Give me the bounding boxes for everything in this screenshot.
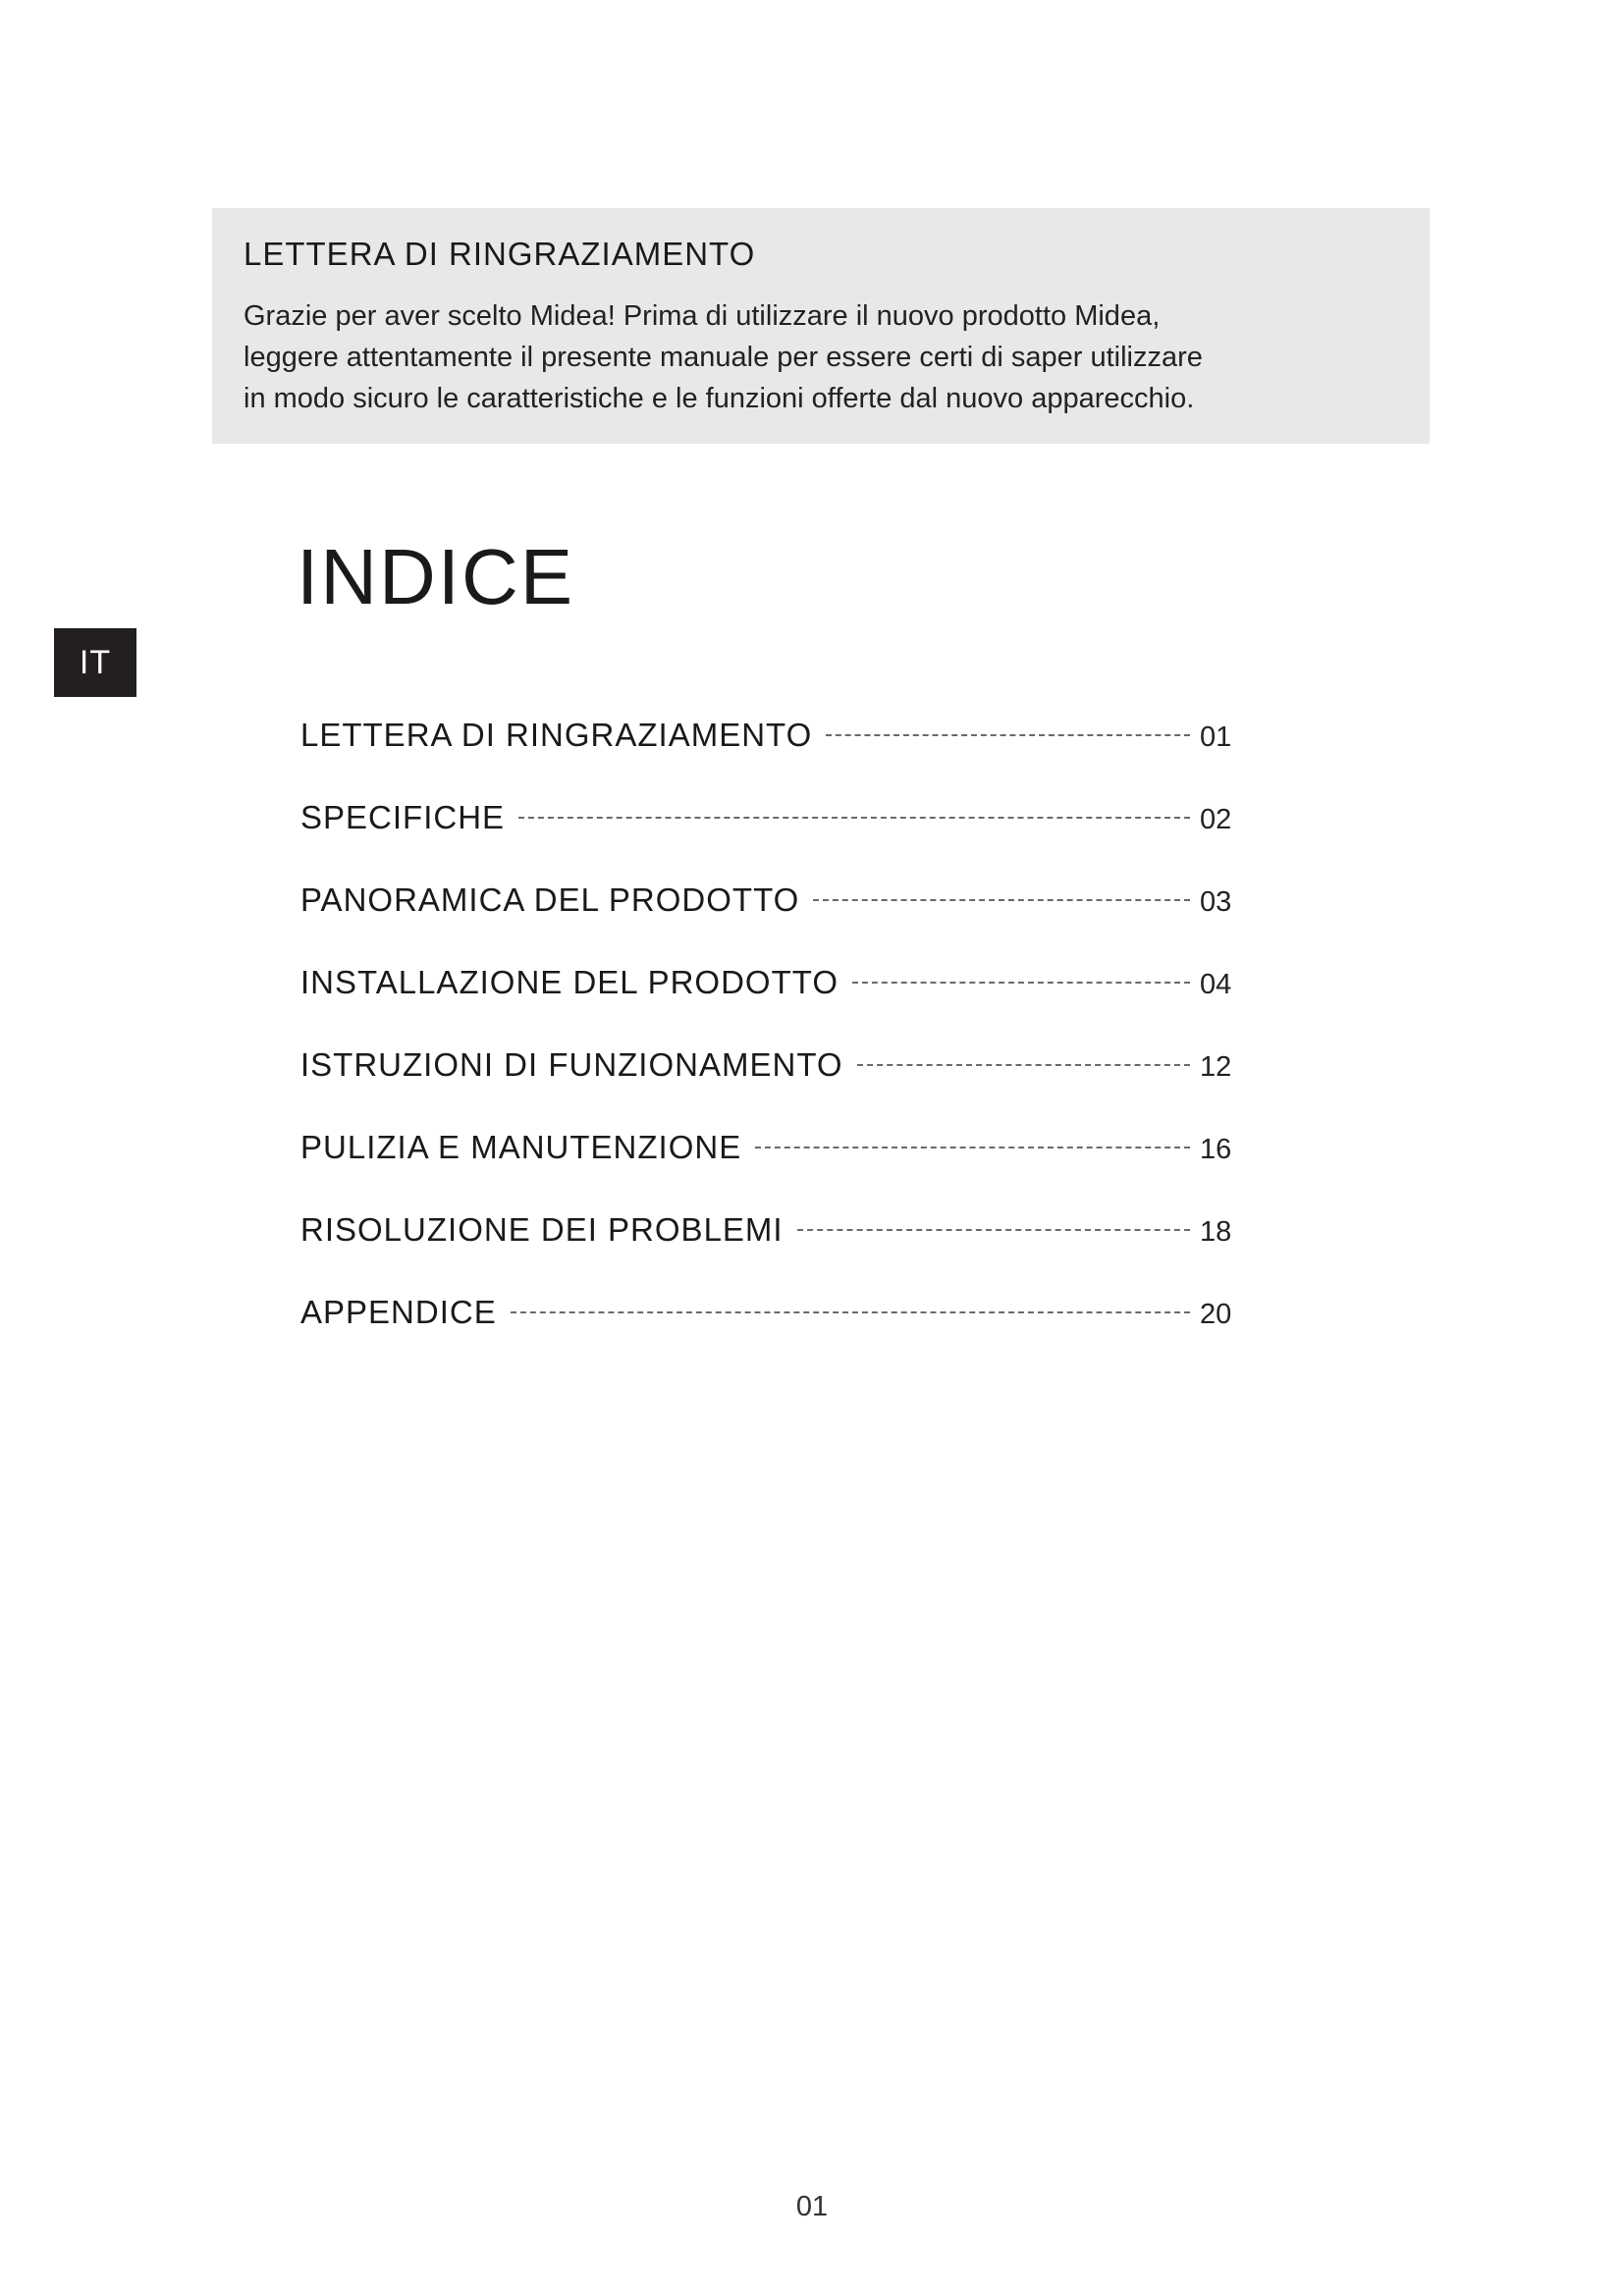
toc-entry[interactable]	[300, 964, 1243, 1046]
toc-entry[interactable]	[300, 717, 1243, 799]
thank-you-letter-box	[212, 208, 1430, 444]
toc-entry-page: 20	[1200, 1299, 1232, 1330]
thank-you-line: Grazie per aver scelto Midea! Prima di utilizzare il nuovo prodotto Midea,	[244, 300, 1161, 332]
page-number: 01	[795, 2191, 829, 2222]
toc-dotted-leader	[511, 1311, 1190, 1313]
toc-entry[interactable]	[300, 881, 1243, 964]
toc-entry-page: 18	[1200, 1216, 1232, 1248]
toc-entry-label: RISOLUZIONE DEI PROBLEMI	[300, 1211, 784, 1248]
toc-dotted-leader	[852, 982, 1190, 984]
toc-dotted-leader	[755, 1147, 1190, 1148]
toc-dotted-leader	[813, 899, 1190, 901]
toc-heading: INDICE	[297, 533, 575, 620]
table-of-contents	[300, 717, 1243, 1376]
thank-you-text	[244, 295, 1398, 419]
toc-entry[interactable]	[300, 799, 1243, 881]
toc-entry-label: APPENDICE	[300, 1294, 497, 1330]
toc-dotted-leader	[797, 1229, 1190, 1231]
toc-entry[interactable]	[300, 1129, 1243, 1211]
toc-entry[interactable]	[300, 1294, 1243, 1376]
toc-entry-label: ISTRUZIONI DI FUNZIONAMENTO	[300, 1046, 843, 1083]
toc-entry-label: INSTALLAZIONE DEL PRODOTTO	[300, 964, 839, 1000]
toc-dotted-leader	[857, 1064, 1190, 1066]
toc-entry-page: 12	[1200, 1051, 1232, 1083]
toc-entry-page: 01	[1200, 721, 1232, 753]
toc-dotted-leader	[518, 817, 1190, 819]
thank-you-line: in modo sicuro le caratteristiche e le funzioni offerte dal nuovo apparecchio.	[244, 383, 1195, 414]
language-tab: IT	[54, 628, 136, 697]
toc-entry-label: PANORAMICA DEL PRODOTTO	[300, 881, 800, 918]
toc-entry-label: LETTERA DI RINGRAZIAMENTO	[300, 717, 813, 753]
toc-entry-page: 03	[1200, 886, 1232, 918]
toc-entry-label: PULIZIA E MANUTENZIONE	[300, 1129, 742, 1165]
toc-entry[interactable]	[300, 1046, 1243, 1129]
toc-entry-page: 04	[1200, 969, 1232, 1000]
thank-you-title: LETTERA DI RINGRAZIAMENTO	[244, 236, 756, 272]
thank-you-line: leggere attentamente il presente manuale per essere certi di saper utilizzare	[244, 342, 1203, 373]
toc-dotted-leader	[826, 734, 1190, 736]
toc-entry-page: 16	[1200, 1134, 1232, 1165]
toc-entry[interactable]	[300, 1211, 1243, 1294]
toc-entry-label: SPECIFICHE	[300, 799, 506, 835]
toc-entry-page: 02	[1200, 804, 1232, 835]
